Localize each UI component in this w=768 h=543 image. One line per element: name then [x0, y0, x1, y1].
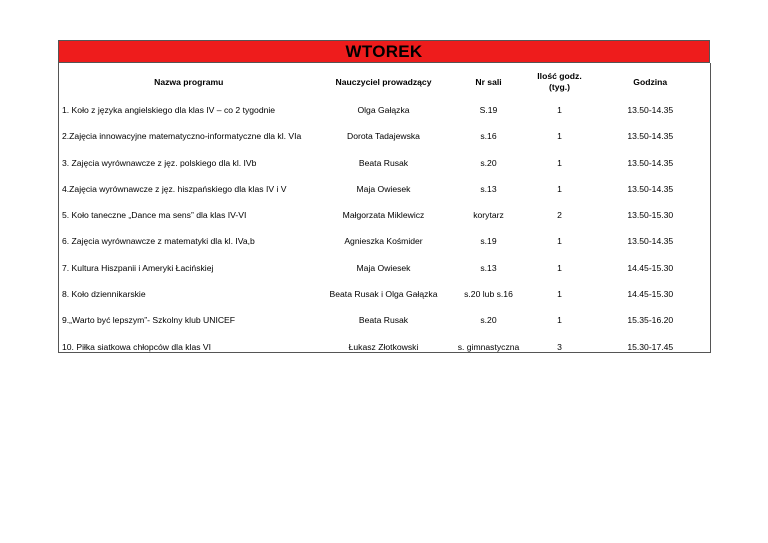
cell-hours: 2	[557, 210, 562, 221]
table-row	[59, 168, 711, 194]
cell-teacher: Maja Owiesek	[356, 262, 411, 273]
cell-hours: 3	[557, 341, 562, 352]
title-bar	[58, 40, 710, 63]
cell-program: 7. Kultura Hiszpanii i Ameryki Łacińskiej	[62, 262, 214, 273]
cell-hours: 1	[557, 289, 562, 300]
header-hours-line1: Ilość godz.	[537, 70, 582, 81]
cell-room: s.19	[480, 236, 497, 247]
cell-hours: 1	[557, 183, 562, 194]
cell-program: 9.„Warto być lepszym”- Szkolny klub UNICEF	[62, 315, 236, 326]
schedule-table	[58, 63, 711, 353]
cell-program: 8. Koło dziennikarskie	[62, 289, 146, 300]
cell-teacher: Dorota Tadajewska	[347, 131, 420, 142]
cell-program: 10. Piłka siatkowa chłopców dla klas VI	[62, 341, 212, 352]
header-hours	[529, 63, 591, 100]
cell-teacher: Beata Rusak i Olga Gałązka	[329, 289, 438, 300]
cell-time: 15.30-17.45	[627, 341, 674, 352]
table-row	[59, 141, 711, 167]
cell-program: 3. Zajęcia wyrównawcze z jęz. polskiego dla kl. IVb	[62, 157, 257, 168]
header-time: Godzina	[633, 76, 668, 87]
cell-hours: 1	[557, 157, 562, 168]
cell-teacher: Agnieszka Kośmider	[344, 236, 423, 247]
cell-program: 5. Koło taneczne „Dance ma sens” dla klas IV-VI	[62, 210, 247, 221]
header-row	[59, 63, 711, 100]
table-row	[59, 273, 711, 299]
cell-teacher: Beata Rusak	[358, 157, 409, 168]
table-row	[59, 194, 711, 220]
cell-room: S.19	[479, 105, 498, 115]
page-title: WTOREK	[345, 41, 423, 61]
cell-program: 2.Zajęcia innowacyjne matematyczno-informatyczne dla kl. VIa	[62, 131, 302, 142]
cell-room: s.16	[480, 131, 497, 142]
cell-hours: 1	[557, 131, 562, 142]
table-row	[59, 299, 711, 325]
cell-room: s.13	[480, 183, 497, 194]
cell-teacher: Beata Rusak	[358, 315, 409, 326]
cell-hours: 1	[557, 262, 562, 273]
cell-time: 13.50-14.35	[627, 131, 674, 142]
cell-program: 1. Koło z języka angielskiego dla klas IV – co 2 tygodnie	[62, 105, 276, 115]
cell-hours: 1	[557, 236, 562, 247]
header-program: Nazwa programu	[154, 76, 224, 87]
cell-room: s.20 lub s.16	[464, 289, 513, 300]
schedule-sheet	[58, 40, 710, 353]
table-row	[59, 100, 711, 115]
cell-time: 13.50-14.35	[627, 157, 674, 168]
cell-time: 14.45-15.30	[627, 289, 674, 300]
table-row	[59, 220, 711, 246]
table-row	[59, 246, 711, 272]
cell-time: 13.50-15.30	[627, 210, 674, 221]
cell-room: s.20	[480, 315, 497, 326]
cell-hours: 1	[557, 105, 562, 115]
cell-teacher: Małgorzata Miklewicz	[342, 210, 425, 221]
cell-program: 4.Zajęcia wyrównawcze z jęz. hiszpańskiego dla klas IV i V	[62, 183, 287, 194]
cell-teacher: Olga Gałązka	[357, 105, 410, 115]
cell-room: s.20	[480, 157, 497, 168]
cell-room: s. gimnastyczna	[457, 341, 520, 352]
cell-time: 15.35-16.20	[627, 315, 674, 326]
table-row	[59, 115, 711, 141]
cell-program: 6. Zajęcia wyrównawcze z matematyki dla kl. IVa,b	[62, 236, 255, 247]
header-teacher: Nauczyciel prowadzący	[335, 76, 432, 87]
cell-teacher: Maja Owiesek	[356, 183, 411, 194]
cell-teacher: Łukasz Złotkowski	[348, 341, 419, 352]
cell-room: korytarz	[473, 210, 504, 221]
cell-time: 14.45-15.30	[627, 262, 674, 273]
header-room: Nr sali	[475, 76, 502, 87]
cell-time: 13.50-14.35	[627, 236, 674, 247]
cell-time: 13.50-14.35	[627, 105, 674, 115]
cell-hours: 1	[557, 315, 562, 326]
header-hours-line2: (tyg.)	[548, 81, 570, 92]
table-row	[59, 325, 711, 352]
cell-time: 13.50-14.35	[627, 183, 674, 194]
cell-room: s.13	[480, 262, 497, 273]
